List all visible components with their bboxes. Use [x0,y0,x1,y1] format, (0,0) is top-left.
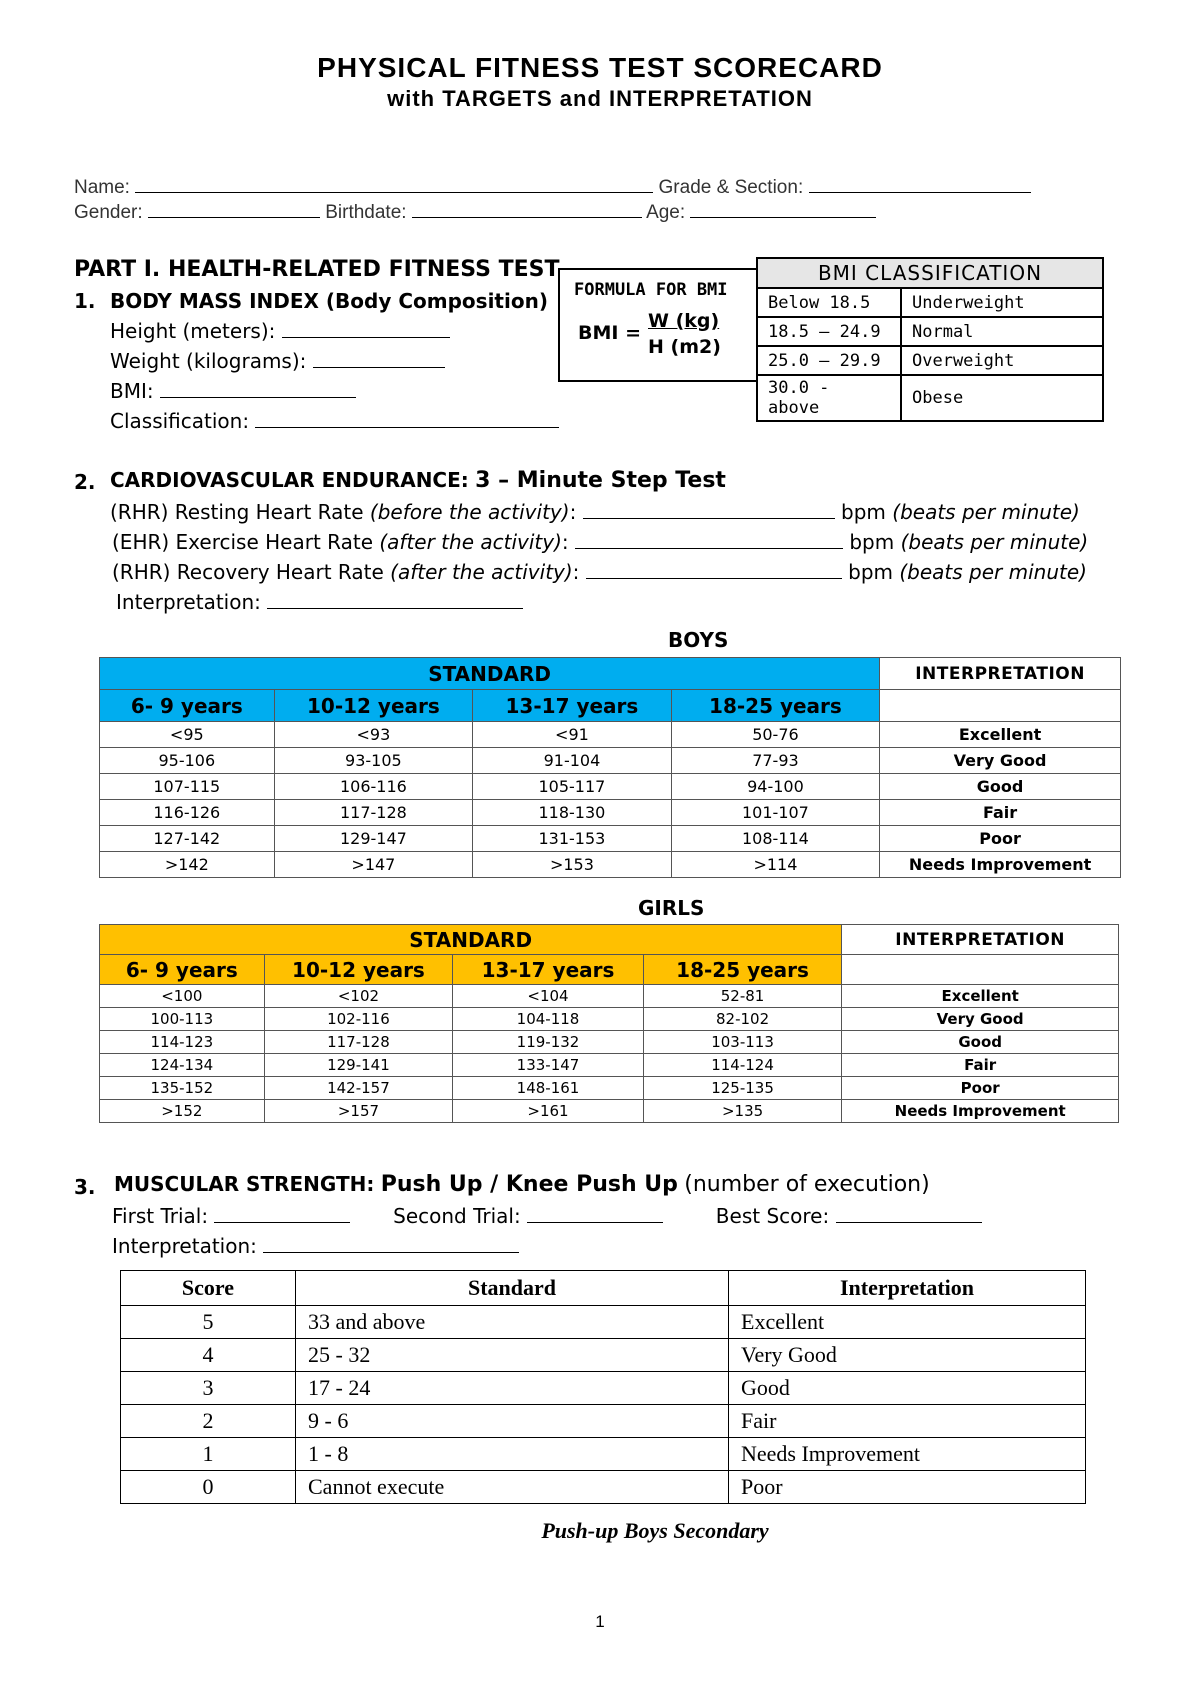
page-title: PHYSICAL FITNESS TEST SCORECARD [317,52,883,83]
table-row [121,1405,1086,1438]
boys-interpretation-header: INTERPRETATION [880,658,1121,690]
cell: 117-128 [274,800,473,826]
interpretation-cell: Fair [880,800,1121,826]
cell: >152 [100,1100,265,1123]
pushup-standard-header: Standard [296,1271,729,1306]
table-row [100,800,1121,826]
second-trial-field[interactable] [527,1204,663,1223]
cell: 101-107 [671,800,880,826]
cell: 105-117 [473,774,672,800]
formula-title: FORMULA FOR BMI [574,280,728,300]
cell: 95-106 [100,748,275,774]
interpretation-cell: Poor [880,826,1121,852]
pushup-table [120,1270,1086,1504]
boys-age-header: 18-25 years [671,690,880,722]
cell: 118-130 [473,800,672,826]
bmi-label-cell: Underweight [901,288,1103,317]
weight-field[interactable] [313,349,445,368]
cell: 117-128 [264,1031,453,1054]
birthdate-label: Birthdate: [325,202,407,223]
bmi-label: BMI: [110,379,154,403]
strength-interpretation-field[interactable] [263,1234,519,1253]
weight-label: Weight (kilograms): [110,349,307,373]
height-label: Height (meters): [110,319,276,343]
pushup-caption: Push-up Boys Secondary [541,1518,769,1543]
cell: >114 [671,852,880,878]
cell: >153 [473,852,672,878]
cell: 91-104 [473,748,672,774]
girls-standard-header: STANDARD [100,925,842,955]
table-row [100,774,1121,800]
table-row [121,1339,1086,1372]
table-row [121,1471,1086,1504]
cell: 1 - 8 [296,1438,729,1471]
interpretation-cell: Good [842,1031,1119,1054]
cell: 114-123 [100,1031,265,1054]
table-row [757,375,1103,421]
table-row [100,852,1121,878]
cell: 125-135 [643,1077,842,1100]
bmi-heading: BODY MASS INDEX (Body Composition) [110,289,548,313]
bmi-range: 18.5 – 24.9 [757,317,901,346]
cell: 129-147 [274,826,473,852]
table-row [100,826,1121,852]
table-row [121,1306,1086,1339]
rhr-row: (RHR) Resting Heart Rate (before the activity): bpm (beats per minute) [110,500,1080,524]
rhr-note: (before the activity) [369,500,570,524]
strength-heading-row [114,1172,930,1197]
girls-interpretation-header: INTERPRETATION [842,925,1119,955]
birthdate-field[interactable] [412,199,642,218]
girls-caption: GIRLS [638,896,705,920]
cell: 142-157 [264,1077,453,1100]
table-row [121,1372,1086,1405]
interpretation-cell: Very Good [842,1008,1119,1031]
cell: Very Good [729,1339,1086,1372]
ehr-bpm: bpm [849,530,895,554]
cell: 17 - 24 [296,1372,729,1405]
trials-row [112,1204,982,1228]
table-row [757,346,1103,375]
cell: 33 and above [296,1306,729,1339]
girls-age-header: 18-25 years [643,955,842,985]
cell: 93-105 [274,748,473,774]
cell: 127-142 [100,826,275,852]
interpretation-cell: Fair [842,1054,1119,1077]
bmi-label-cell: Obese [901,375,1103,421]
formula-lhs: BMI = [578,322,641,344]
girls-heart-rate-table [99,924,1119,1123]
first-trial-field[interactable] [214,1204,350,1223]
cell: 102-116 [264,1008,453,1031]
cell: <100 [100,985,265,1008]
ehr-bpm-note: (beats per minute) [900,530,1089,554]
rhr-bpm: bpm [841,500,886,524]
second-trial-label: Second Trial: [393,1204,521,1228]
page-subtitle: with TARGETS and INTERPRETATION [387,86,813,111]
cell: 5 [121,1306,296,1339]
cell: 103-113 [643,1031,842,1054]
classification-label: Classification: [110,409,250,433]
best-score-field[interactable] [836,1204,982,1223]
cell: 2 [121,1405,296,1438]
recovery-bpm: bpm [848,560,894,584]
strength-note: (number of execution) [684,1172,930,1197]
bmi-formula-box [558,268,758,382]
page-number: 1 [595,1612,605,1631]
bmi-classification-title: BMI CLASSIFICATION [757,258,1103,288]
classification-field[interactable] [255,409,559,428]
cell: 108-114 [671,826,880,852]
first-trial-label: First Trial: [112,1204,209,1228]
cardio-test: 3 – Minute Step Test [475,468,726,493]
interpretation-cell: Needs Improvement [842,1100,1119,1123]
cell: 9 - 6 [296,1405,729,1438]
cell: 4 [121,1339,296,1372]
table-row [100,748,1121,774]
strength-test: Push Up / Knee Push Up [380,1172,678,1197]
ehr-row: (EHR) Exercise Heart Rate (after the activity): bpm (beats per minute) [112,530,1089,554]
name-label: Name: [74,177,130,198]
table-row [100,985,1119,1008]
cell: <91 [473,722,672,748]
ehr-note: (after the activity) [379,530,562,554]
cardio-interpretation-label: Interpretation: [116,590,261,614]
table-row [100,1077,1119,1100]
bmi-field[interactable] [160,379,356,398]
girls-age-header: 6- 9 years [100,955,265,985]
pushup-score-header: Score [121,1271,296,1306]
cell: 104-118 [453,1008,644,1031]
table-row [100,722,1121,748]
cell: >142 [100,852,275,878]
table-row [757,317,1103,346]
cell: >157 [264,1100,453,1123]
cell: <93 [274,722,473,748]
cell: 114-124 [643,1054,842,1077]
recovery-field[interactable] [586,560,842,579]
table-row [100,1054,1119,1077]
cell: >161 [453,1100,644,1123]
interpretation-cell: Poor [842,1077,1119,1100]
strength-number: 3. [74,1175,96,1199]
cell: 3 [121,1372,296,1405]
gender-label: Gender: [74,202,143,223]
boys-age-header: 10-12 years [274,690,473,722]
girls-age-header: 13-17 years [453,955,644,985]
strength-interpretation-label: Interpretation: [112,1234,257,1258]
rhr-field[interactable] [583,500,835,519]
table-row [100,1100,1119,1123]
boys-age-header: 13-17 years [473,690,672,722]
table-row [100,1008,1119,1031]
pushup-interpretation-header: Interpretation [729,1271,1086,1306]
grade-section-field[interactable] [809,174,1031,193]
height-row [110,319,450,343]
name-row [74,174,1031,199]
formula-numerator: W (kg) [648,310,720,332]
bmi-range: 30.0 - above [757,375,901,421]
cell: >135 [643,1100,842,1123]
recovery-label: (RHR) Recovery Heart Rate [112,560,384,584]
cell: 107-115 [100,774,275,800]
cell: 135-152 [100,1077,265,1100]
gender-row [74,199,876,224]
cell: <104 [453,985,644,1008]
bmi-label-cell: Normal [901,317,1103,346]
bmi-range: Below 18.5 [757,288,901,317]
boys-heart-rate-table [99,657,1121,878]
cell: 131-153 [473,826,672,852]
height-field[interactable] [282,319,450,338]
boys-standard-header: STANDARD [100,658,880,690]
ehr-field[interactable] [575,530,843,549]
cell: <102 [264,985,453,1008]
cell: 0 [121,1471,296,1504]
interpretation-cell: Needs Improvement [880,852,1121,878]
ehr-label: (EHR) Exercise Heart Rate [112,530,373,554]
part1-heading: PART I. HEALTH-RELATED FITNESS TEST [74,257,560,282]
girls-age-header: 10-12 years [264,955,453,985]
cell: 25 - 32 [296,1339,729,1372]
best-score-label: Best Score: [715,1204,830,1228]
rhr-label: (RHR) Resting Heart Rate [110,500,364,524]
name-field[interactable] [135,174,653,193]
age-label: Age: [646,202,686,223]
cell: 116-126 [100,800,275,826]
recovery-row: (RHR) Recovery Heart Rate (after the activity): bpm (beats per minute) [112,560,1087,584]
classification-row [110,409,559,433]
cell: 50-76 [671,722,880,748]
cardio-interpretation-row [116,590,523,614]
cardio-heading-row [110,468,726,493]
bmi-range: 25.0 – 29.9 [757,346,901,375]
interpretation-cell: Good [880,774,1121,800]
table-row [757,288,1103,317]
cell: 94-100 [671,774,880,800]
cell: 100-113 [100,1008,265,1031]
bmi-row [110,379,356,403]
cell: Poor [729,1471,1086,1504]
cell: 106-116 [274,774,473,800]
recovery-note: (after the activity) [390,560,573,584]
cell: 77-93 [671,748,880,774]
interpretation-cell: Very Good [880,748,1121,774]
cardio-interpretation-field[interactable] [267,590,523,609]
table-row [121,1438,1086,1471]
weight-row [110,349,445,373]
cell: 124-134 [100,1054,265,1077]
recovery-bpm-note: (beats per minute) [899,560,1087,584]
cell: 119-132 [453,1031,644,1054]
strength-interpretation-row [112,1234,519,1258]
cardio-heading: CARDIOVASCULAR ENDURANCE: [110,468,469,492]
cell: Needs Improvement [729,1438,1086,1471]
interpretation-cell: Excellent [880,722,1121,748]
cardio-number: 2. [74,470,96,494]
bmi-number: 1. [74,289,96,313]
cell: <95 [100,722,275,748]
cell: 148-161 [453,1077,644,1100]
gender-field[interactable] [148,199,320,218]
cell: 1 [121,1438,296,1471]
cell: 133-147 [453,1054,644,1077]
rhr-bpm-note: (beats per minute) [892,500,1080,524]
cell: 82-102 [643,1008,842,1031]
bmi-label-cell: Overweight [901,346,1103,375]
strength-heading: MUSCULAR STRENGTH: [114,1172,375,1196]
cell: Good [729,1372,1086,1405]
cell: Cannot execute [296,1471,729,1504]
cell: >147 [274,852,473,878]
cell: Fair [729,1405,1086,1438]
cell: Excellent [729,1306,1086,1339]
boys-age-header: 6- 9 years [100,690,275,722]
interpretation-cell: Excellent [842,985,1119,1008]
boys-caption: BOYS [668,628,729,652]
cell: 129-141 [264,1054,453,1077]
cell: 52-81 [643,985,842,1008]
formula-denominator: H (m2) [648,336,721,358]
table-row [100,1031,1119,1054]
age-field[interactable] [690,199,876,218]
grade-label: Grade & Section: [658,177,804,198]
bmi-classification-table [756,257,1104,422]
